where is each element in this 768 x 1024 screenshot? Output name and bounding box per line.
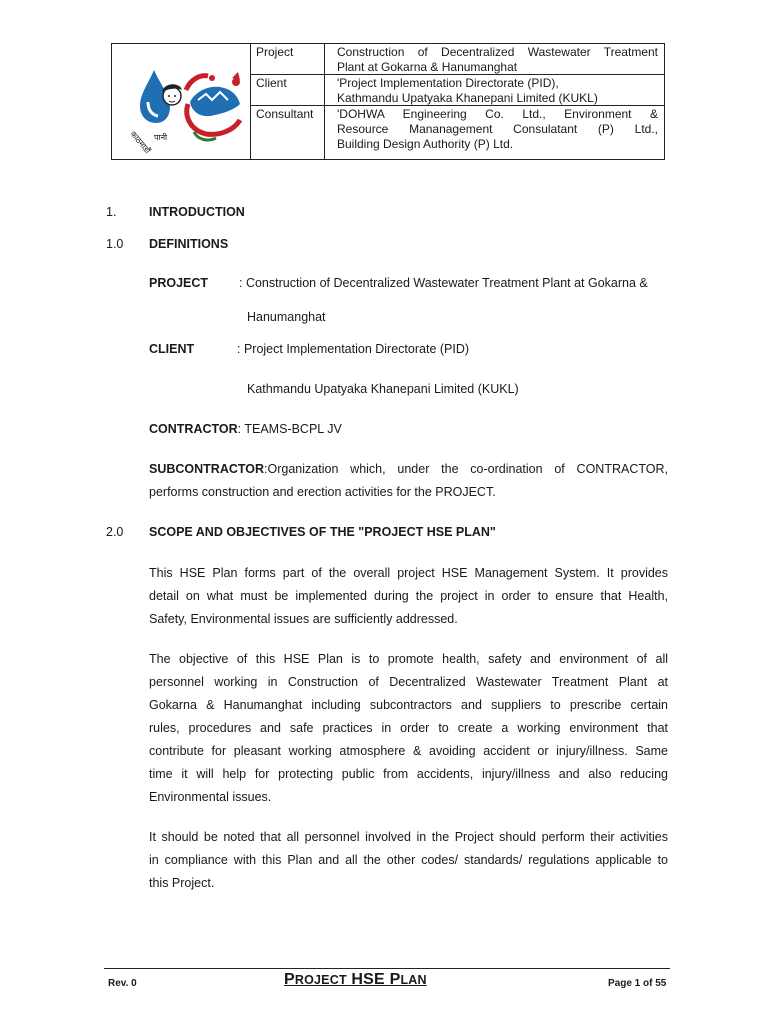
definition-text: :Organization which, under the co-ordination of CONTRACTOR, bbox=[264, 462, 668, 476]
footer-divider bbox=[104, 968, 670, 969]
header-row-project bbox=[251, 44, 664, 75]
paragraph-line: It should be noted that all personnel involved in the Project should perform their activities bbox=[149, 830, 668, 844]
header-value-line: Plant at Gokarna & Hanumanghat bbox=[337, 60, 518, 74]
paragraph-line: rules, procedures and safe practices in order to create a working environment that bbox=[149, 721, 668, 735]
header-value-line: Construction of Decentralized Wastewater Treatment bbox=[337, 45, 658, 59]
header-row-client bbox=[251, 75, 664, 106]
paragraph-line: Gokarna & Hanumanghat including subcontractors and suppliers to prescribe certain bbox=[149, 698, 668, 712]
paragraph-line: performs construction and erection activities for the PROJECT. bbox=[149, 485, 496, 499]
header-value bbox=[325, 106, 664, 159]
header-value-line: 'Project Implementation Directorate (PID), bbox=[337, 76, 559, 90]
definition-contractor bbox=[149, 422, 342, 436]
header-label: Project bbox=[251, 44, 325, 74]
definition-text: : Project Implementation Directorate (PID) bbox=[237, 342, 470, 356]
definition-text: : TEAMS-BCPL JV bbox=[237, 422, 342, 436]
paragraph-line: The objective of this HSE Plan is to promote health, safety and environment of all bbox=[149, 652, 668, 666]
header-value-line: 'DOHWA Engineering Co. Ltd., Environment & bbox=[337, 107, 658, 121]
header-table bbox=[111, 43, 665, 160]
paragraph bbox=[149, 826, 668, 895]
paragraph-line: in compliance with this Plan and all the other codes/ standards/ regulations applicable to bbox=[149, 853, 668, 867]
svg-text:पानी: पानी bbox=[154, 133, 168, 142]
paragraph-line bbox=[149, 458, 668, 481]
paragraph-line: detail on what must be implemented during the project in order to ensure that Health, bbox=[149, 589, 668, 603]
paragraph-line: contribute for pleasant working atmosphere & avoiding accident or injury/illness. Same bbox=[149, 744, 668, 758]
definition-subcontractor bbox=[149, 458, 668, 504]
definition-text: : Construction of Decentralized Wastewater Treatment Plant at Gokarna & bbox=[239, 276, 648, 290]
footer-page-number: Page 1 of 55 bbox=[608, 978, 667, 989]
header-label: Consultant bbox=[251, 106, 325, 159]
header-value-line: Kathmandu Upatyaka Khanepani Limited (KUKL) bbox=[337, 91, 598, 105]
section-number: 2.0 bbox=[106, 525, 124, 539]
header-value-line: Resource Mananagement Consulatant (P) Ltd., bbox=[337, 122, 658, 136]
paragraph-line: Environmental issues. bbox=[149, 790, 272, 804]
paragraph-line: Safety, Environmental issues are sufficiently addressed. bbox=[149, 612, 458, 626]
definition-text: Hanumanghat bbox=[247, 310, 326, 324]
paragraph-line: this Project. bbox=[149, 876, 215, 890]
header-value bbox=[325, 75, 664, 105]
svg-text:काठमाडौं: काठमाडौं bbox=[128, 129, 153, 156]
header-value bbox=[325, 44, 664, 74]
footer-document-title bbox=[284, 971, 427, 989]
footer-title-part: LAN bbox=[400, 973, 427, 987]
section-heading: INTRODUCTION bbox=[149, 205, 245, 219]
paragraph bbox=[149, 648, 668, 809]
definition-term: CONTRACTOR bbox=[149, 422, 238, 436]
paragraph-line: personnel working in Construction of Decentralized Wastewater Treatment Plant at bbox=[149, 675, 668, 689]
footer-title-part: ROJECT bbox=[294, 973, 347, 987]
nepal-map-icon bbox=[190, 87, 240, 116]
paragraph-line: This HSE Plan forms part of the overall project HSE Management System. It provides bbox=[149, 566, 668, 580]
definition-text: Kathmandu Upatyaka Khanepani Limited (KUKL) bbox=[247, 382, 519, 396]
section-heading: SCOPE AND OBJECTIVES OF THE "PROJECT HSE PLAN" bbox=[149, 525, 496, 539]
section-heading: DEFINITIONS bbox=[149, 237, 229, 251]
paragraph-line: time it will help for protecting public from accidents, injury/illness and also reducing bbox=[149, 767, 668, 781]
definition-term: CLIENT bbox=[149, 342, 195, 356]
footer-title-part: HSE bbox=[346, 971, 390, 988]
header-value-line: Building Design Authority (P) Ltd. bbox=[337, 137, 514, 151]
footer-title-part: P bbox=[389, 971, 401, 988]
paragraph bbox=[149, 562, 668, 631]
header-label: Client bbox=[251, 75, 325, 105]
section-number: 1. bbox=[106, 205, 117, 219]
footer-title-part: P bbox=[284, 971, 295, 988]
logo-cell bbox=[112, 44, 251, 159]
header-row-consultant bbox=[251, 106, 664, 159]
footer-revision: Rev. 0 bbox=[108, 978, 137, 989]
section-number: 1.0 bbox=[106, 237, 124, 251]
definition-term: PROJECT bbox=[149, 276, 209, 290]
definition-term: SUBCONTRACTOR bbox=[149, 462, 265, 476]
kukl-logo bbox=[112, 44, 249, 157]
